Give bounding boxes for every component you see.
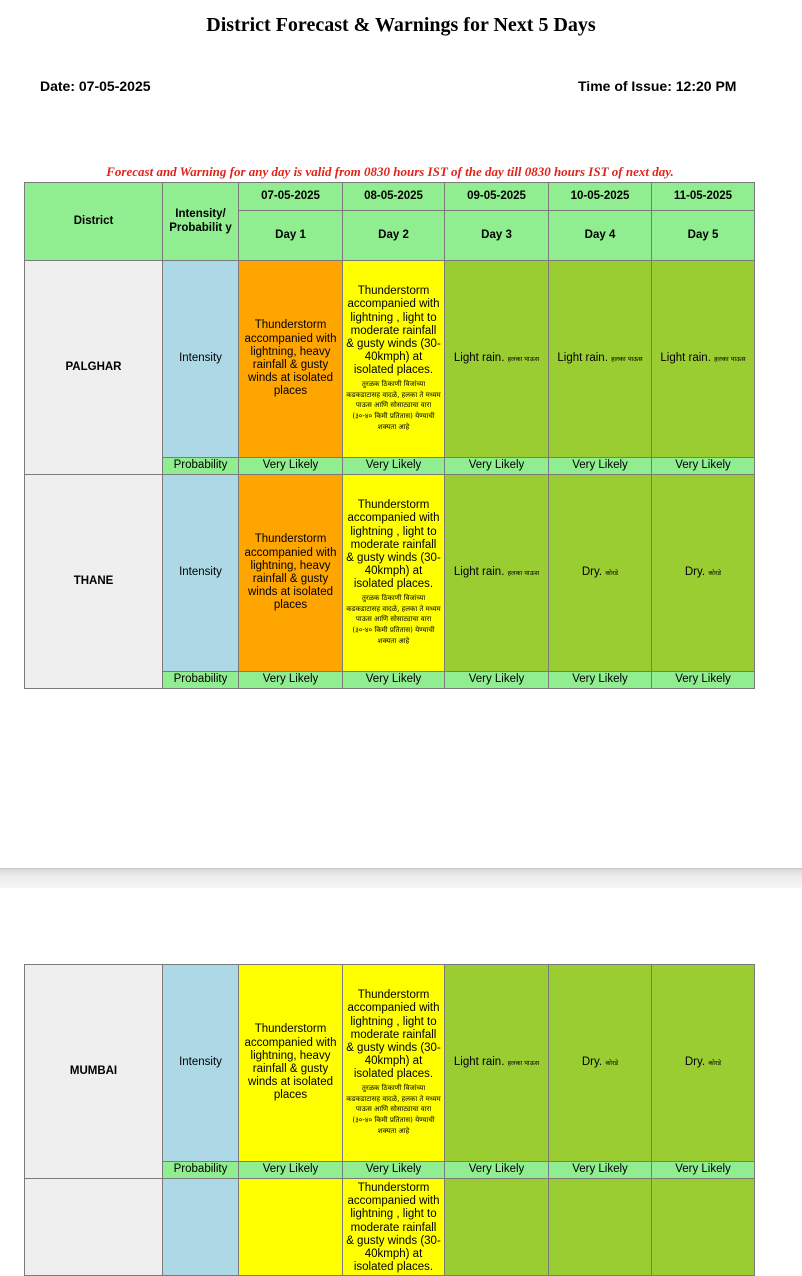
forecast-table-page1 xyxy=(24,182,755,689)
validity-note: Forecast and Warning for any day is valid from 0830 hours IST of the day till 0830 hours IST of next day. xyxy=(106,164,674,179)
probability-value: Very Likely xyxy=(343,458,445,475)
probability-label: Probability xyxy=(163,672,239,689)
forecast-text-marathi: हलका पाऊस xyxy=(507,1059,540,1068)
district-name: PALGHAR xyxy=(25,261,163,475)
forecast-cell xyxy=(239,475,343,672)
probability-value: Very Likely xyxy=(549,1162,652,1179)
header-date-5: 11-05-2025 xyxy=(652,183,755,211)
header-date-3: 09-05-2025 xyxy=(445,183,549,211)
probability-value: Very Likely xyxy=(652,672,755,689)
forecast-cell xyxy=(652,475,755,672)
header-date-1: 07-05-2025 xyxy=(239,183,343,211)
header-day-1: Day 1 xyxy=(239,211,343,261)
probability-value: Very Likely xyxy=(445,458,549,475)
forecast-cell xyxy=(652,965,755,1162)
header-intensity-probability: Intensity/ Probabilit y xyxy=(163,183,239,261)
forecast-cell xyxy=(343,1179,445,1276)
forecast-text-marathi: हलका पाऊस xyxy=(611,355,643,364)
forecast-text-marathi: तुरळक ठिकाणी विजांच्या कडकडाटासह वादळे, हलका ते मध्यम पाऊस आणि सोसाट्याचा वारा (३०-४० किमी प्रतितास) येण्याची शक्यता आहे xyxy=(346,593,441,646)
forecast-cell xyxy=(343,965,445,1162)
forecast-text: Thunderstorm accompanied with lightning , light to moderate rainfall & gusty winds (30-40kmph) at isolated places. xyxy=(346,499,441,591)
time-of-issue: Time of Issue: 12:20 PM xyxy=(578,78,737,94)
forecast-text: Light rain. xyxy=(660,352,711,365)
header-day-3: Day 3 xyxy=(445,211,549,261)
intensity-label xyxy=(163,1179,239,1276)
forecast-text-marathi: कोरडे xyxy=(605,569,619,578)
header-date-4: 10-05-2025 xyxy=(549,183,652,211)
probability-value: Very Likely xyxy=(343,672,445,689)
probability-value: Very Likely xyxy=(239,458,343,475)
forecast-cell xyxy=(549,475,652,672)
forecast-text: Light rain. xyxy=(453,566,505,579)
forecast-text-marathi: कोरडे xyxy=(708,569,722,578)
forecast-table-page2 xyxy=(24,964,755,1276)
header-day-2: Day 2 xyxy=(343,211,445,261)
forecast-text-marathi: हलका पाऊस xyxy=(507,569,540,578)
forecast-text-marathi: तुरळक ठिकाणी विजांच्या कडकडाटासह वादळे, हलका ते मध्यम पाऊस आणि सोसाट्याचा वारा (३०-४० किमी प्रतितास) येण्याची शक्यता आहे xyxy=(346,1083,441,1136)
forecast-cell xyxy=(343,261,445,458)
forecast-cell xyxy=(445,475,549,672)
issue-date: Date: 07-05-2025 xyxy=(40,78,151,94)
forecast-text: Thunderstorm accompanied with lightning, heavy rainfall & gusty winds at isolated places xyxy=(244,533,337,612)
forecast-text: Thunderstorm accompanied with lightning, heavy rainfall & gusty winds at isolated places xyxy=(244,1023,337,1102)
forecast-cell xyxy=(343,475,445,672)
forecast-text: Light rain. xyxy=(557,352,608,365)
forecast-text: Thunderstorm accompanied with lightning , light to moderate rainfall & gusty winds (30-40kmph) at isolated places. xyxy=(346,989,441,1081)
district-name: MUMBAI xyxy=(25,965,163,1179)
forecast-cell xyxy=(652,1179,755,1276)
table-row-thane-intensity xyxy=(25,475,755,672)
table-row-mumbai-intensity xyxy=(25,965,755,1162)
forecast-text: Dry. xyxy=(581,566,603,579)
district-name: THANE xyxy=(25,475,163,689)
forecast-text: Dry. xyxy=(684,1056,706,1069)
forecast-cell xyxy=(549,1179,652,1276)
probability-value: Very Likely xyxy=(549,458,652,475)
forecast-cell xyxy=(445,1179,549,1276)
forecast-text: Dry. xyxy=(684,566,706,579)
forecast-text-marathi: हलका पाऊस xyxy=(714,355,746,364)
forecast-cell xyxy=(549,965,652,1162)
forecast-text-marathi: कोरडे xyxy=(708,1059,722,1068)
forecast-text: Light rain. xyxy=(453,1056,505,1069)
probability-label: Probability xyxy=(163,458,239,475)
forecast-cell xyxy=(239,1179,343,1276)
header-day-5: Day 5 xyxy=(652,211,755,261)
forecast-text: Thunderstorm accompanied with lightning , light to moderate rainfall & gusty winds (30-40kmph) at isolated places. xyxy=(346,1182,441,1274)
header-district: District xyxy=(25,183,163,261)
forecast-text-marathi: तुरळक ठिकाणी विजांच्या कडकडाटासह वादळे, हलका ते मध्यम पाऊस आणि सोसाट्याचा वारा (३०-४० किमी प्रतितास) येण्याची शक्यता आहे xyxy=(346,379,441,432)
table-row-palghar-intensity xyxy=(25,261,755,458)
forecast-text-marathi: कोरडे xyxy=(605,1059,619,1068)
probability-value: Very Likely xyxy=(652,1162,755,1179)
forecast-cell xyxy=(652,261,755,458)
intensity-label: Intensity xyxy=(163,965,239,1162)
forecast-cell xyxy=(239,261,343,458)
probability-value: Very Likely xyxy=(239,672,343,689)
forecast-text-marathi: हलका पाऊस xyxy=(507,355,540,364)
intensity-label: Intensity xyxy=(163,261,239,458)
forecast-text: Light rain. xyxy=(453,352,505,365)
forecast-text: Dry. xyxy=(581,1056,603,1069)
forecast-cell xyxy=(445,965,549,1162)
page-separator xyxy=(0,868,802,888)
forecast-text: Thunderstorm accompanied with lightning, heavy rainfall & gusty winds at isolated places xyxy=(244,319,337,398)
probability-value: Very Likely xyxy=(445,1162,549,1179)
district-name xyxy=(25,1179,163,1276)
forecast-cell xyxy=(549,261,652,458)
intensity-label: Intensity xyxy=(163,475,239,672)
page-title: District Forecast & Warnings for Next 5 Days xyxy=(206,14,596,36)
probability-value: Very Likely xyxy=(239,1162,343,1179)
header-day-4: Day 4 xyxy=(549,211,652,261)
probability-label: Probability xyxy=(163,1162,239,1179)
probability-value: Very Likely xyxy=(343,1162,445,1179)
forecast-text: Thunderstorm accompanied with lightning , light to moderate rainfall & gusty winds (30-40kmph) at isolated places. xyxy=(346,285,441,377)
table-row-next-intensity xyxy=(25,1179,755,1276)
forecast-cell xyxy=(239,965,343,1162)
header-date-2: 08-05-2025 xyxy=(343,183,445,211)
forecast-cell xyxy=(445,261,549,458)
probability-value: Very Likely xyxy=(445,672,549,689)
probability-value: Very Likely xyxy=(549,672,652,689)
probability-value: Very Likely xyxy=(652,458,755,475)
